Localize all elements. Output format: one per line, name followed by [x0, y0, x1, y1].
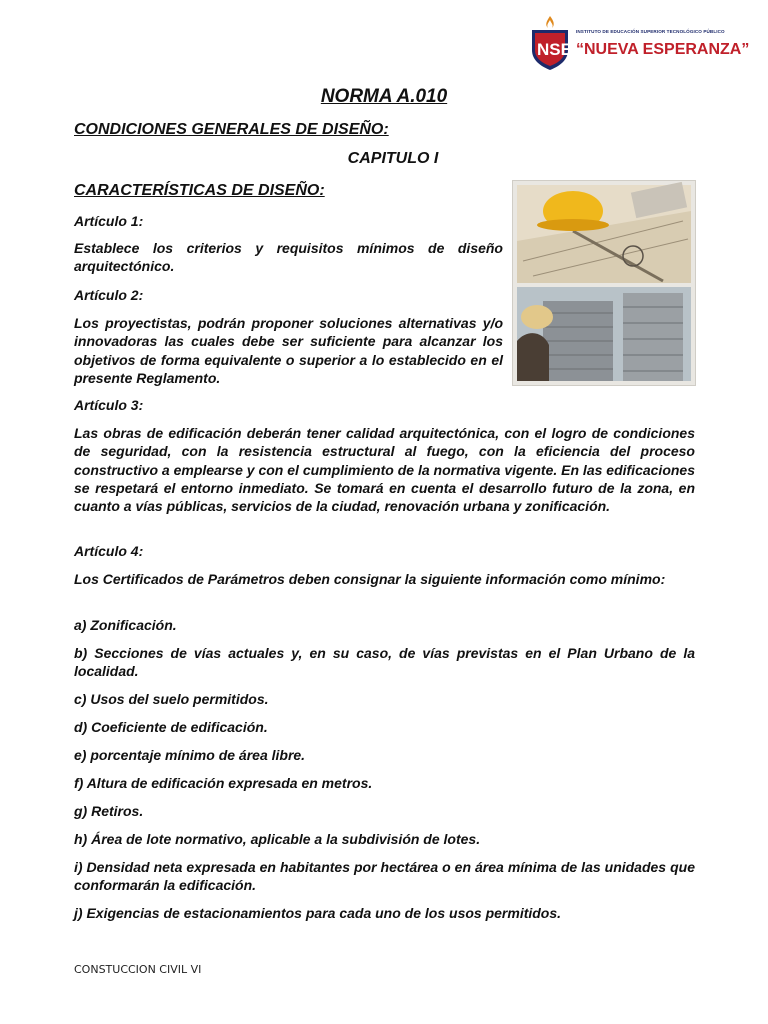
institution-logo — [526, 14, 574, 72]
list-item: i) Densidad neta expresada en habitantes por hectárea o en área mínima de las unidades que conformarán la edificación. — [74, 859, 695, 894]
logo-letters: NSE — [537, 40, 572, 59]
article-3-label: Artículo 3: — [74, 397, 144, 413]
construction-photo-collage — [512, 180, 696, 386]
article-2-text: Los proyectistas, podrán proponer soluciones alternativas y/o innovadoras las cuales debe ser suficiente para alcanzar los objetivos de forma equivalente o superior a lo establecido en el presente Reglamento. — [74, 315, 503, 386]
list-item: d) Coeficiente de edificación. — [74, 719, 268, 735]
institute-name: “NUEVA ESPERANZA” — [576, 41, 750, 58]
list-item: g) Retiros. — [74, 803, 144, 819]
article-4-label: Artículo 4: — [74, 543, 144, 559]
list-item: h) Área de lote normativo, aplicable a la subdivisión de lotes. — [74, 831, 481, 847]
page-footer: CONSTUCCION CIVIL VI — [74, 963, 202, 976]
list-item: e) porcentaje mínimo de área libre. — [74, 747, 306, 763]
list-item: a) Zonificación. — [74, 617, 177, 633]
article-1-text: Establece los criterios y requisitos mínimos de diseño arquitectónico. — [74, 240, 503, 275]
list-item: b) Secciones de vías actuales y, en su caso, de vías previstas en el Plan Urbano de la localidad. — [74, 645, 695, 680]
article-3-text: Las obras de edificación deberán tener calidad arquitectónica, con el logro de condiciones de seguridad, con la resistencia estructural al fuego, con la eficiencia del proceso constructivo a emplearse y con el cumplimiento de la normativa vigente. En las edificaciones se respetará el entorno inmediato. Se tomará en cuenta el desarrollo futuro de la zona, en cuanto a vías públicas, servicios de la ciudad, renovación urbana y zonificación. — [74, 425, 695, 515]
chapter-heading: CAPITULO I — [347, 150, 439, 167]
list-item: f) Altura de edificación expresada en metros. — [74, 775, 373, 791]
article-4-text: Los Certificados de Parámetros deben consignar la siguiente información como mínimo: — [74, 571, 666, 587]
institution-header — [526, 14, 748, 72]
list-item: j) Exigencias de estacionamientos para cada uno de los usos permitidos. — [74, 905, 562, 921]
list-item: c) Usos del suelo permitidos. — [74, 691, 269, 707]
institute-type-text: INSTITUTO DE EDUCACIÓN SUPERIOR TECNOLÓGICO PÚBLICO — [576, 29, 725, 34]
article-2-label: Artículo 2: — [74, 287, 144, 303]
document-title: NORMA A.010 — [320, 86, 448, 107]
article-1-label: Artículo 1: — [74, 213, 144, 229]
section-heading: CONDICIONES GENERALES DE DISEÑO: — [74, 121, 389, 138]
design-characteristics-heading: CARACTERÍSTICAS DE DISEÑO: — [74, 182, 325, 199]
